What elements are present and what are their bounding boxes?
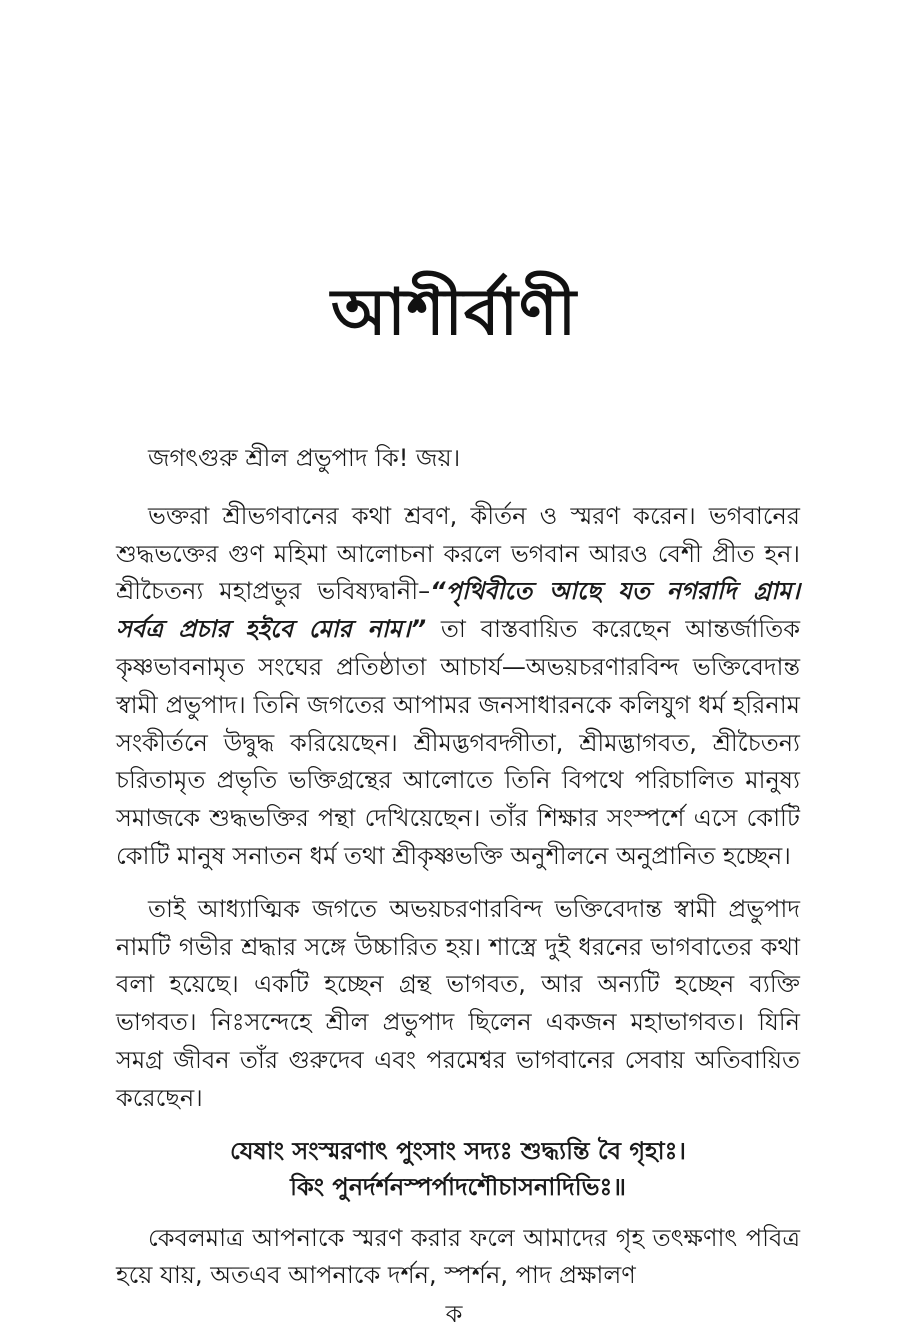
paragraph-1 bbox=[116, 498, 800, 876]
greeting-paragraph: জগৎগুরু শ্রীল প্রভুপাদ কি! জয়। bbox=[148, 444, 461, 472]
prophecy-quote: “পৃথিবীতে আছে যত নগরাদি গ্রাম। সর্বত্র প্রচার হইবে মোর নাম।” bbox=[116, 577, 800, 644]
paragraph-1-intro: ভক্তরা শ্রীভগবানের কথা শ্রবণ, কীর্তন ও স্মরণ করেন। ভগবানের শুদ্ধভক্তের গুণ মহিমা আলোচনা করলে ভগবান আরও বেশী প্রীত হন। শ্রীচৈতন্য মহাপ্রভুর ভবিষ্যদ্বানী– bbox=[116, 501, 800, 606]
page-title: আশীর্বাণী bbox=[330, 275, 578, 350]
paragraph-1-rest: তা বাস্তবায়িত করেছেন আন্তর্জাতিক কৃষ্ণভাবনামৃত সংঘের প্রতিষ্ঠাতা আচার্য—অভয়চরণারবিন্দ ভক্তিবেদান্ত স্বামী প্রভুপাদ। তিনি জগতের আপামর জনসাধারনকে কলিযুগ ধর্ম হরিনাম সংকীর্তনে উদ্বুদ্ধ করিয়েছেন। শ্রীমদ্ভগবদ্গীতা, শ্রীমদ্ভাগবত, শ্রীচৈতন্য চরিতামৃত প্রভৃতি ভক্তিগ্রন্থের আলোতে তিনি বিপথে পরিচালিত মানুষ্য সমাজকে শুদ্ধভক্তির পন্থা দেখিয়েছেন। তাঁর শিক্ষার সংস্পর্শে এসে কোটি কোটি মানুষ সনাতন ধর্ম তথা শ্রীকৃষ্ণভক্তি অনুশীলনে অনুপ্রানিত হচ্ছেন। bbox=[116, 615, 800, 870]
paragraph-3: কেবলমাত্র আপনাকে স্মরণ করার ফলে আমাদের গৃহ তৎক্ষণাৎ পবিত্র হয়ে যায়, অতএব আপনাকে দর্শন, স্পর্শন, পাদ প্রক্ষালণ bbox=[116, 1223, 800, 1290]
body-text bbox=[116, 440, 800, 1310]
page-number: ক bbox=[445, 1300, 463, 1328]
paragraph-2: তাই আধ্যাত্মিক জগতে অভয়চরণারবিন্দ ভক্তিবেদান্ত স্বামী প্রভুপাদ নামটি গভীর শ্রদ্ধার সঙ্গে উচ্চারিত হয়। শাস্ত্রে দুই ধরনের ভাগবাতের কথা বলা হয়েছে। একটি হচ্ছেন গ্রন্থ ভাগবত, আর অন্যটি হচ্ছেন ব্যক্তি ভাগবত। নিঃসন্দেহে শ্রীল প্রভুপাদ ছিলেন একজন মহাভাগবত। যিনি সমগ্র জীবন তাঁর গুরুদেব এবং পরমেশ্বর ভাগবানের সেবায় অতিবায়িত করেছেন। bbox=[116, 894, 800, 1112]
sanskrit-verse bbox=[116, 1133, 800, 1205]
verse-line-1: যেষাং সংস্মরণাৎ পুংসাং সদ্যঃ শুদ্ধ্যন্তি বৈ গৃহাঃ। bbox=[229, 1136, 686, 1165]
verse-line-2: কিং পুনর্দর্শনস্পর্পাদশৌচাসনাদিভিঃ॥ bbox=[290, 1172, 626, 1201]
